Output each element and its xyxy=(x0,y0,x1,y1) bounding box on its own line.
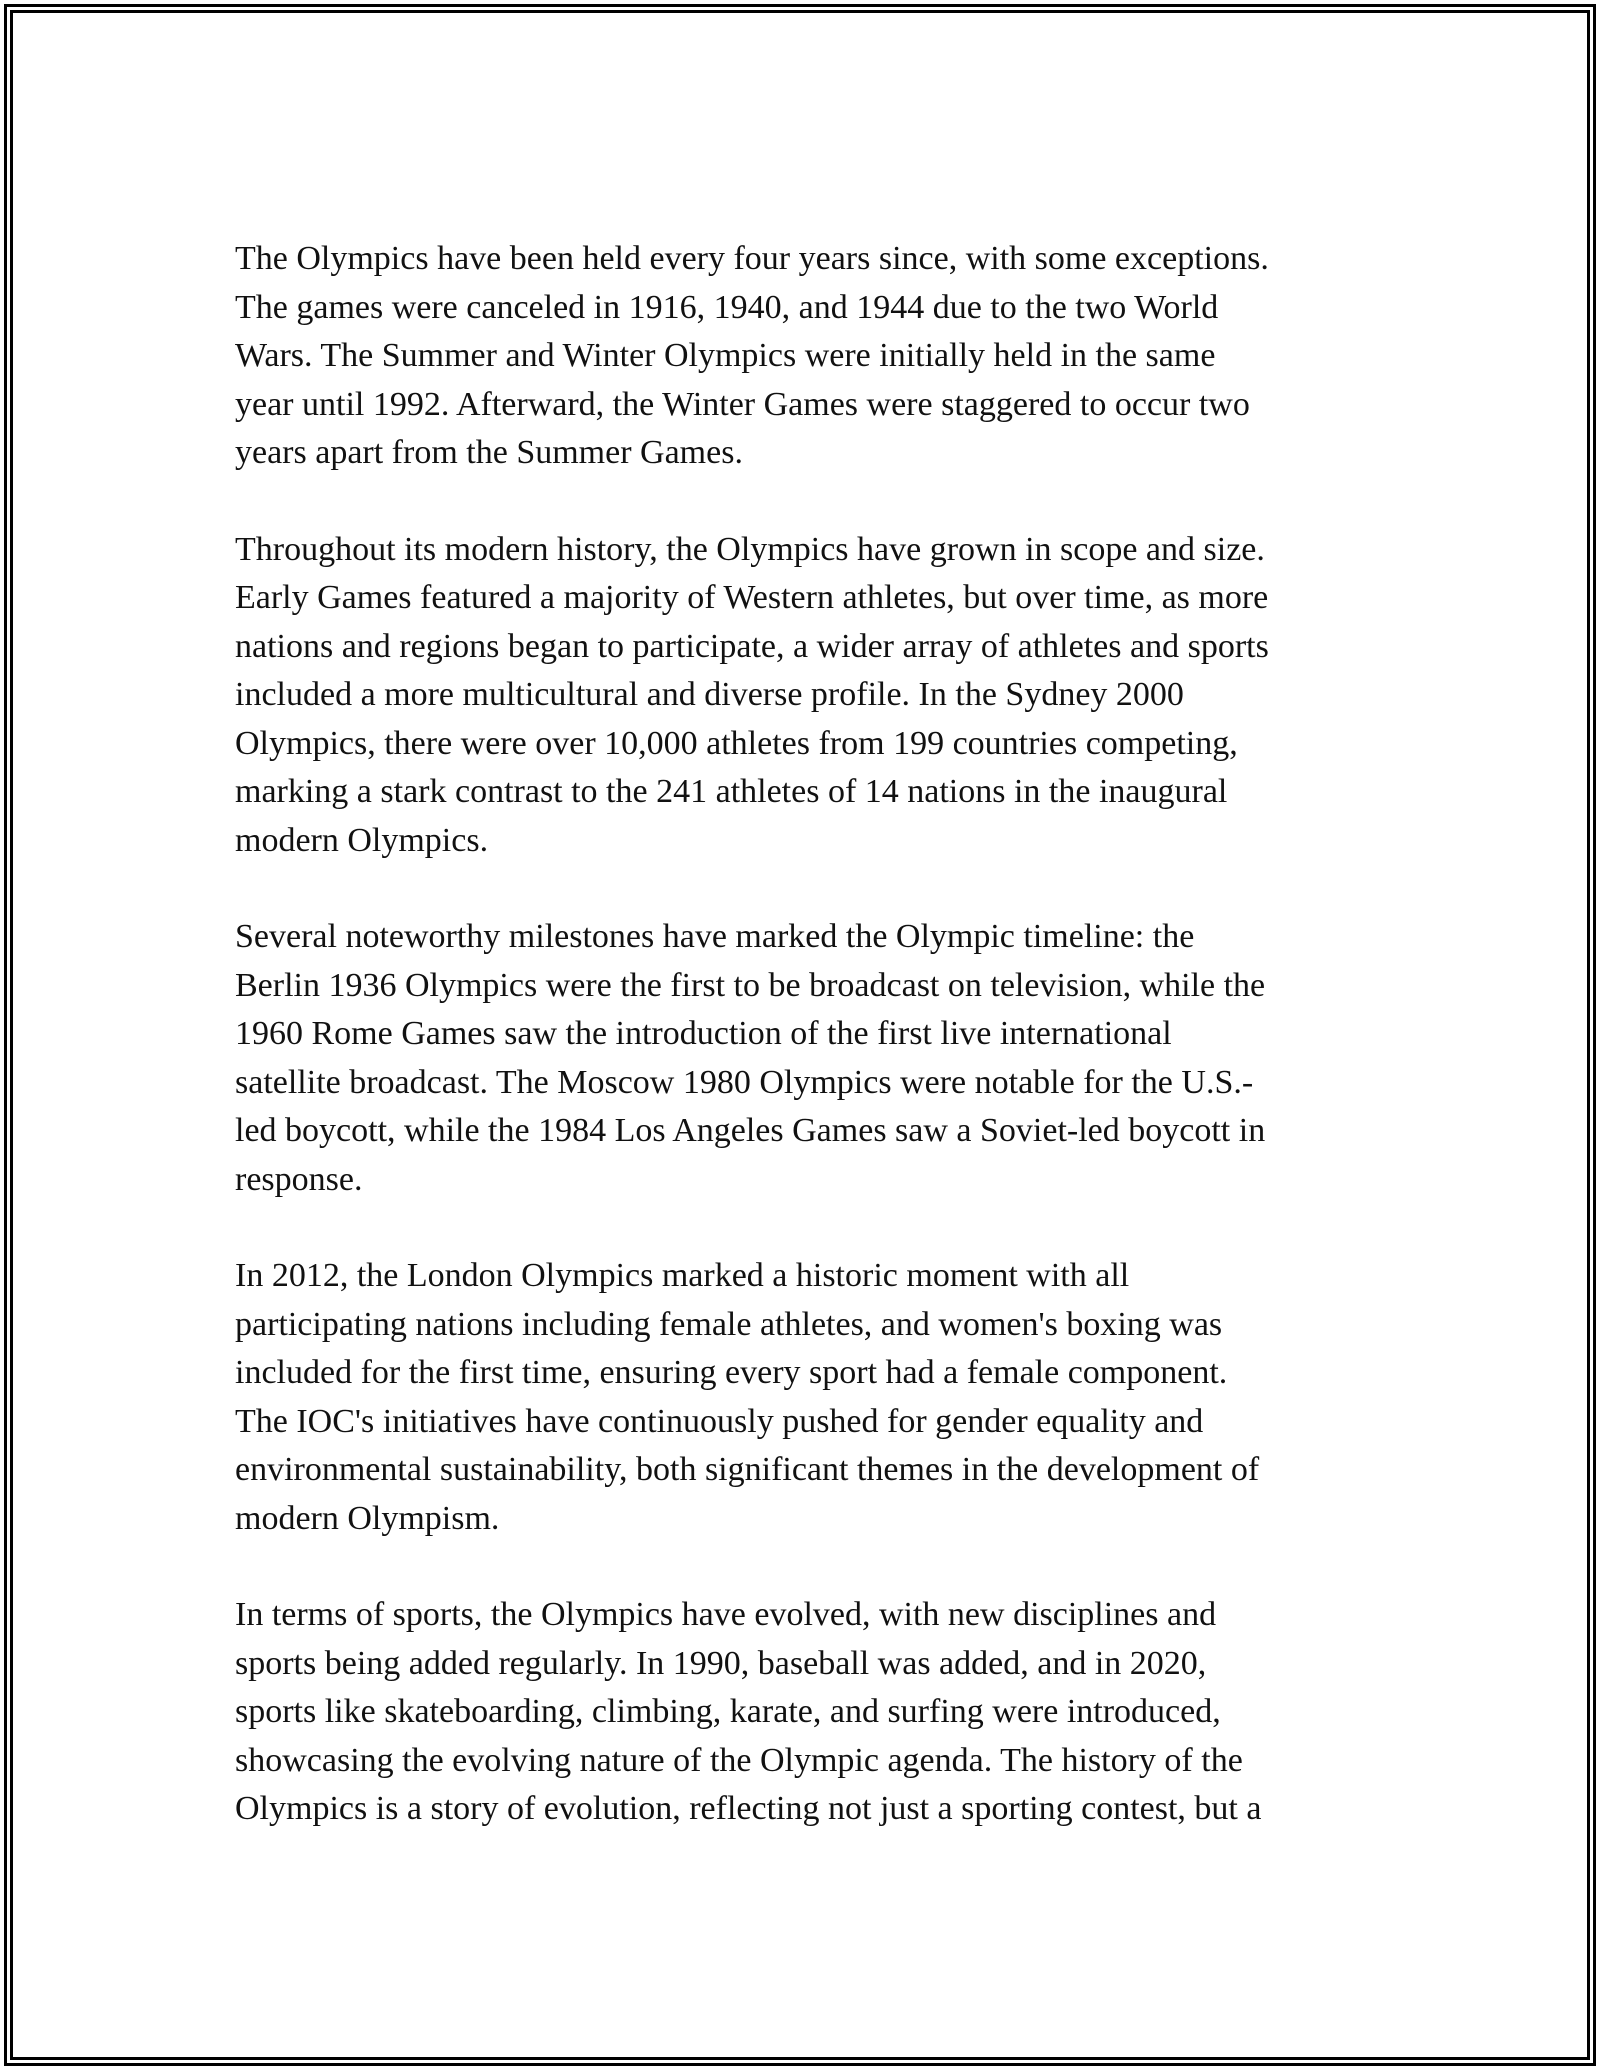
paragraph-london-2012: In 2012, the London Olympics marked a historic moment with all participating nations including female athletes, and women's boxing was included for the first time, ensuring every sport had a female component. The IOC's initiatives have continuously pushed for gender equality and environmental sustainability, both significant themes in the development of modern Olympism. xyxy=(235,1257,1260,1537)
paragraph-olympics-frequency: The Olympics have been held every four years since, with some exceptions. The games were canceled in 1916, 1940, and 1944 due to the two World Wars. The Summer and Winter Olympics were initially held in the same year until 1992. Afterward, the Winter Games were staggered to occur two years apart from the Summer Games. xyxy=(235,240,1269,471)
paragraph-olympics-milestones: Several noteworthy milestones have marked the Olympic timeline: the Berlin 1936 Olympics were the first to be broadcast on television, while the 1960 Rome Games saw the introduction of the first live international satellite broadcast. The Moscow 1980 Olympics were notable for the U.S.- led boycott, while the 1984 Los Angeles Games saw a Soviet-led boycott in response. xyxy=(235,918,1266,1198)
document-body xyxy=(235,235,1365,1882)
paragraph-olympics-growth: Throughout its modern history, the Olympics have grown in scope and size. Early Games featured a majority of Western athletes, but over time, as more nations and regions began to participate, a wider array of athletes and sports included a more multicultural and diverse profile. In the Sydney 2000 Olympics, there were over 10,000 athletes from 199 countries competing, marking a stark contrast to the 241 athletes of 14 nations in the inaugural modern Olympics. xyxy=(235,530,1269,859)
paragraph-sports-evolution: In terms of sports, the Olympics have evolved, with new disciplines and sports being added regularly. In 1990, baseball was added, and in 2020, sports like skateboarding, climbing, karate, and surfing were introduced, showcasing the evolving nature of the Olympic agenda. The history of the Olympics is a story of evolution, reflecting not just a sporting contest, but a xyxy=(235,1596,1262,1827)
